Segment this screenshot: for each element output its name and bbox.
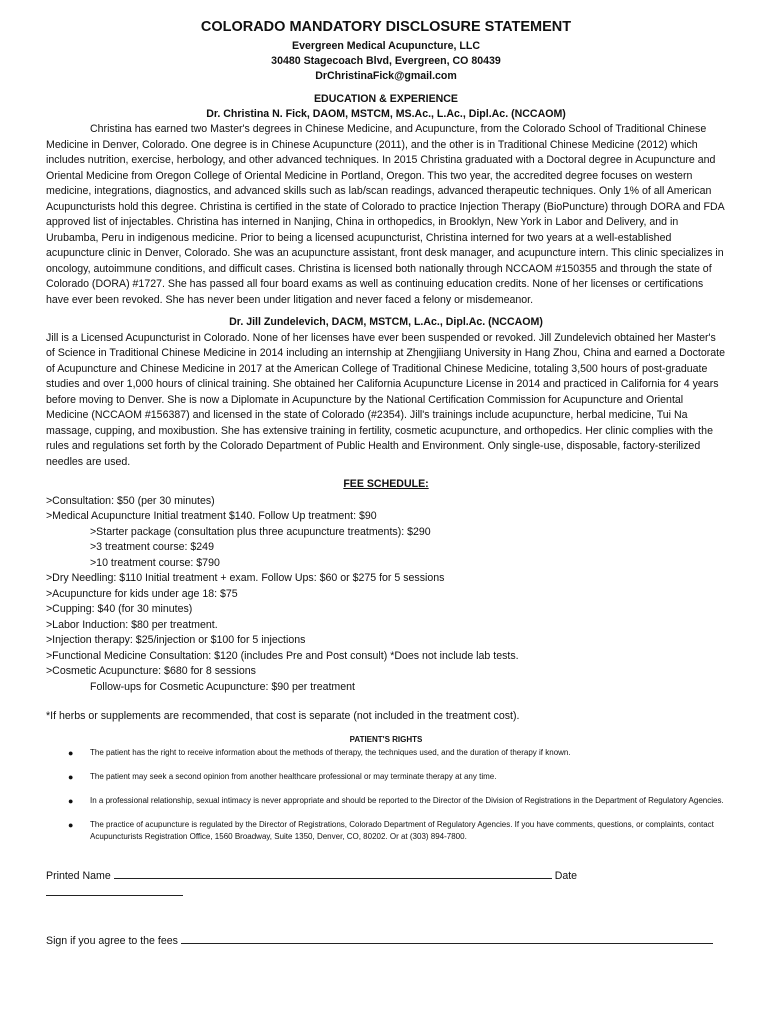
- patient-right-item: [46, 819, 726, 843]
- practice-name: Evergreen Medical Acupuncture, LLC: [292, 40, 480, 52]
- practice-address: 30480 Stagecoach Blvd, Evergreen, CO 80439: [271, 55, 501, 67]
- fee-schedule-heading: FEE SCHEDULE:: [343, 478, 429, 490]
- bullet-icon: ●: [68, 795, 74, 806]
- fee-item: >10 treatment course: $790: [90, 556, 220, 569]
- sign-label: Sign if you agree to the fees: [46, 934, 178, 947]
- printed-name-label: Printed Name: [46, 869, 111, 882]
- bullet-icon: ●: [68, 819, 74, 830]
- patient-rights-list: [46, 747, 726, 843]
- fee-list: [46, 494, 726, 696]
- fee-item: >Cosmetic Acupuncture: $680 for 8 sessions: [46, 665, 256, 677]
- patient-right-text: The practice of acupuncture is regulated by the Director of Registrations, Colorado Department of Regulatory Agencies. If you have comments, questions, or complaints, contact Acupuncturists Registration Office, 1560 Broadway, Suite 1350, Denver, CO, 80202. Or at (303) 894-7800.: [90, 819, 714, 841]
- patient-right-item: [46, 747, 726, 759]
- printed-name-field[interactable]: [114, 867, 552, 879]
- fee-item: Follow-ups for Cosmetic Acupuncture: $90 per treatment: [90, 680, 355, 693]
- practitioner2-bio: Jill is a Licensed Acupuncturist in Colorado. None of her licenses have ever been suspended or revoked. Jill Zundelevich obtained her Master's of Science in Traditional Chinese Medicine in 2014 including an internship at Zhengjiiang University in Hang Zhou, China and earned a Doctorate of Acupuncture and Chinese Medicine in 2017 at the American College of Traditional Chinese Medicine, totaling 3,500 hours of post-graduate studies and over 1,000 hours of clinical training. She obtained her California Acupuncture License in 2014 and practiced in California for 4 years before moving to Denver. She is now a Diplomate in Acupuncture by the National Certification Commission for Acupuncture and Oriental Medicine (NCCAOM #156387) and licensed in the state of Colorado (#2354). Jill's trainings include acupuncture, herbal medicine, Tui Na massage, cupping, and moxibustion. She has extensive training in fertility, cosmetic acupuncture, and orthopedics. Her clinic complies with the rules and regulations set forth by the Colorado Department of Public Health and Environment. Only single-use, disposable, factory-sterilized needles are used.: [46, 331, 725, 468]
- date-label: Date: [554, 869, 578, 882]
- printed-name-row: [46, 867, 726, 902]
- practice-email: DrChristinaFick@gmail.com: [315, 70, 457, 82]
- fee-item: >Functional Medicine Consultation: $120 (includes Pre and Post consult) *Does not include lab tests.: [46, 649, 519, 662]
- disclosure-document: [46, 18, 726, 949]
- fee-item: >3 treatment course: $249: [90, 541, 214, 553]
- patient-right-item: [46, 771, 726, 783]
- practitioner1-bio: Christina has earned two Master's degrees in Chinese Medicine, and Acupuncture, from the Colorado School of Traditional Chinese Medicine in Denver, Colorado. One degree is in Chinese Acupuncture (2011), and the other is in Traditional Chinese Medicine (2012) which includes nutrition, exercise, herbology, and other advanced techniques. In 2015 Christina graduated with a Doctoral degree in Acupuncture and Oriental Medicine from Oregon College of Oriental Medicine in Portland, Oregon. This two year, the accredited degree focuses on western medicine, integrations, diagnostics, and advanced skills such as lab/scan readings, advanced therapeutic techniques. Only 1% of all American Acupuncturists hold this degree. Christina is certified in the state of Colorado to practice Injection Therapy (BioPuncture) through DORA and FDA approved list of injectables. Christina has interned in Nanjing, China in orthopedics, in Brooklyn, New York in Labor and Delivery, and in Urubamba, Peru in indigenous medicine. Prior to being a licensed acupuncturist, Christina interned for two years at a well-established acupuncture clinic in Denver, Colorado. She was an acupuncture assistant, front desk manager, and acupuncture intern. This clinic specializes in oncology, autoimmune conditions, and difficult cases. Christina is licensed both nationally through NCCAOM #150355 and through the state of Colorado (DORA) #1727. She has passed all four board exams as well as continuing education credits. None of her licenses or certifications have ever been revoked. She has never been under litigation and never faced a felony or misdemeanor.: [46, 123, 725, 306]
- fee-item: >Dry Needling: $110 Initial treatment + exam. Follow Ups: $60 or $275 for 5 sessions: [46, 572, 445, 584]
- document-title: COLORADO MANDATORY DISCLOSURE STATEMENT: [200, 19, 572, 35]
- fee-item: >Cupping: $40 (for 30 minutes): [46, 603, 193, 615]
- patient-right-text: The patient may seek a second opinion from another healthcare professional or may terminate therapy at any time.: [90, 771, 497, 781]
- patient-right-item: [46, 795, 726, 807]
- fee-item: >Injection therapy: $25/injection or $100 for 5 injections: [46, 634, 306, 646]
- bullet-icon: ●: [68, 771, 74, 782]
- education-heading: EDUCATION & EXPERIENCE: [313, 93, 458, 105]
- herbs-note: *If herbs or supplements are recommended, that cost is separate (not included in the treatment cost).: [46, 710, 520, 722]
- sign-row: [46, 932, 726, 950]
- patient-right-text: The patient has the right to receive information about the methods of therapy, the techniques used, and the duration of therapy if known.: [90, 747, 571, 757]
- fee-item: >Labor Induction: $80 per treatment.: [46, 618, 218, 631]
- practitioner2-name: Dr. Jill Zundelevich, DACM, MSTCM, L.Ac., Dipl.Ac. (NCCAOM): [229, 316, 543, 328]
- bullet-icon: ●: [68, 747, 74, 758]
- fee-item: >Consultation: $50 (per 30 minutes): [46, 494, 215, 507]
- practitioner1-name: Dr. Christina N. Fick, DAOM, MSTCM, MS.Ac., L.Ac., Dipl.Ac. (NCCAOM): [206, 108, 566, 120]
- patient-rights-heading: PATIENT'S RIGHTS: [349, 734, 423, 744]
- date-field[interactable]: [46, 884, 183, 896]
- fee-item: >Medical Acupuncture Initial treatment $140. Follow Up treatment: $90: [46, 510, 377, 522]
- fee-item: >Acupuncture for kids under age 18: $75: [46, 587, 238, 600]
- signature-field[interactable]: [181, 932, 713, 944]
- fee-item: >Starter package (consultation plus three acupuncture treatments): $290: [90, 525, 431, 538]
- patient-right-text: In a professional relationship, sexual intimacy is never appropriate and should be reported to the Director of the Division of Registrations in the Department of Regulatory Agencies.: [90, 795, 724, 805]
